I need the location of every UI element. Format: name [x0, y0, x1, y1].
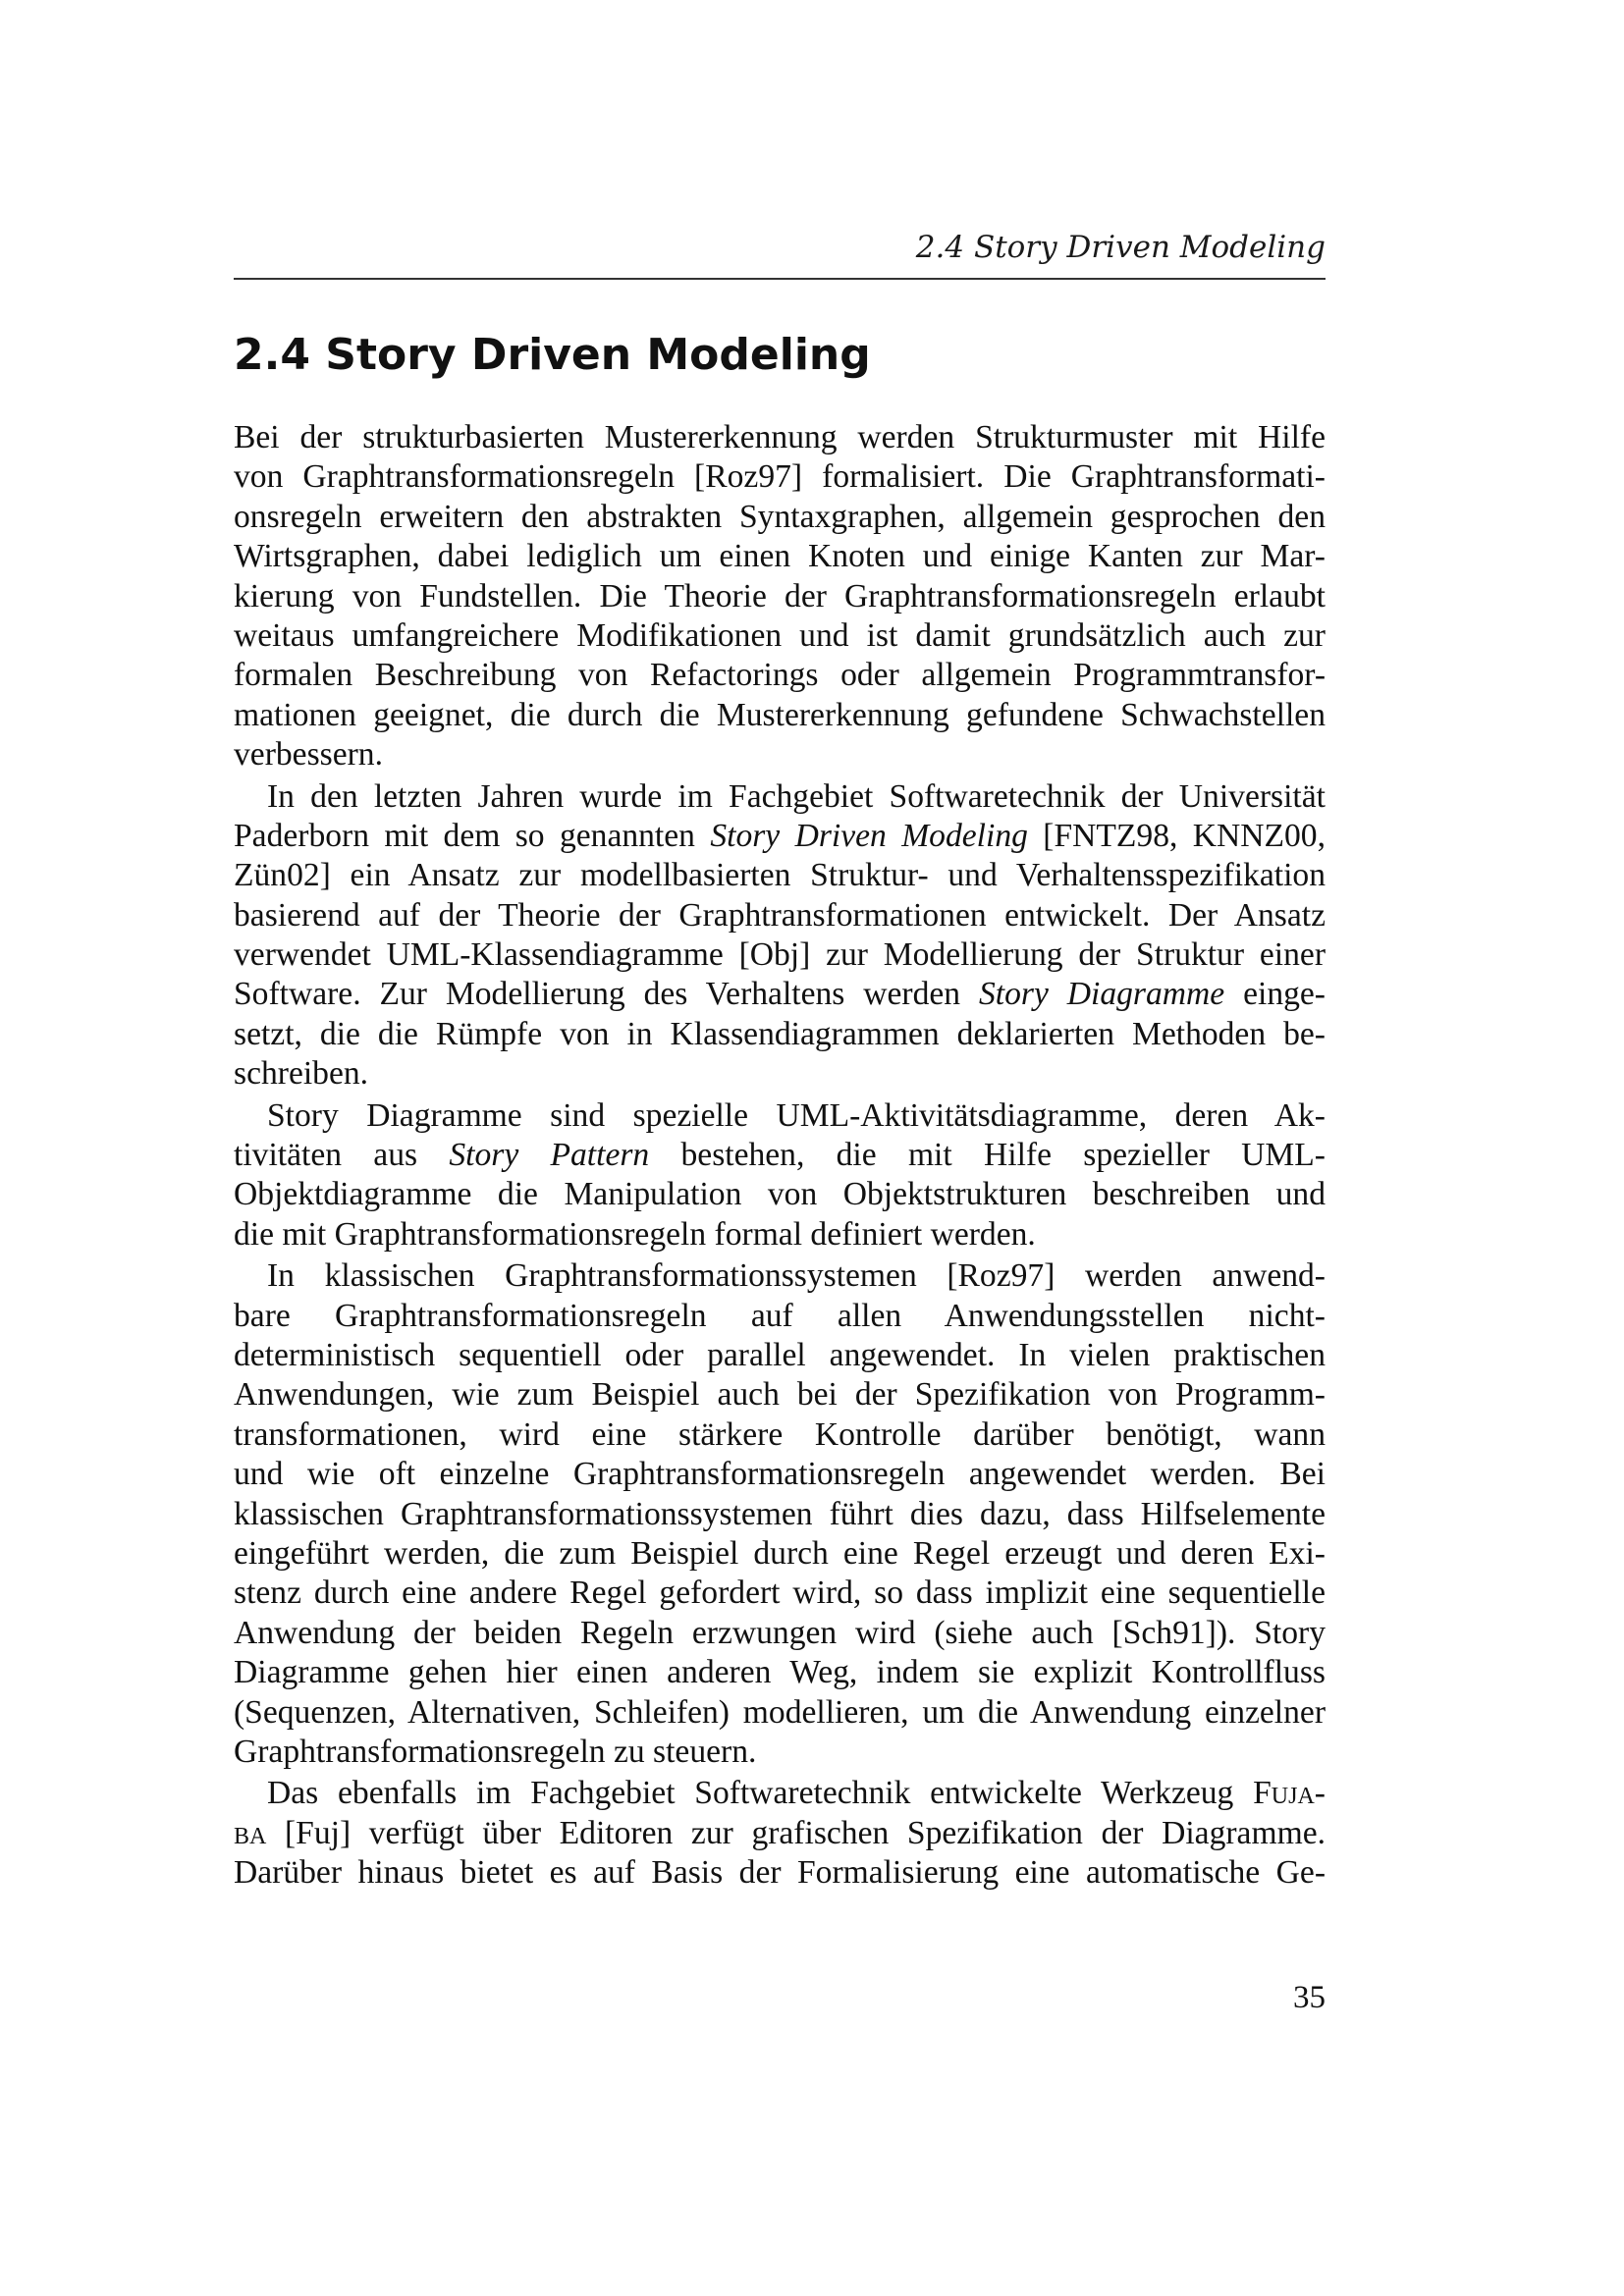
- tool-name: Fuja-: [1253, 1775, 1326, 1812]
- text-line: kierung von Fundstellen. Die Theorie der Graphtransformationsregeln erlaubt: [234, 577, 1326, 614]
- body-text: [234, 418, 1326, 1893]
- running-header: 2.4 Story Driven Modeling: [915, 230, 1326, 265]
- text-line: setzt, die die Rümpfe von in Klassendiagrammen deklarierten Methoden be-: [234, 1015, 1326, 1052]
- text-line: basierend auf der Theorie der Graphtransformationen entwickelt. Der Ansatz: [234, 896, 1326, 934]
- text-line: Das ebenfalls im Fachgebiet Softwaretechnik entwickelte Werkzeug Fuja-: [267, 1775, 1326, 1812]
- text-line: Graphtransformationsregeln zu steuern.: [234, 1733, 757, 1770]
- text-line: deterministisch sequentiell oder parallel angewendet. In vielen praktischen: [234, 1336, 1326, 1373]
- text-line: die mit Graphtransformationsregeln formal definiert werden.: [234, 1215, 1036, 1253]
- text-line: Zün02] ein Ansatz zur modellbasierten Struktur- und Verhaltensspezifikation: [234, 857, 1326, 894]
- text-line: ba [Fuj] verfügt über Editoren zur grafischen Spezifikation der Diagramme.: [234, 1814, 1326, 1851]
- text-line: tivitäten aus Story Pattern bestehen, die mit Hilfe spezieller UML-: [234, 1137, 1326, 1174]
- text-line: Story Diagramme sind spezielle UML-Aktivitätsdiagramme, deren Ak-: [267, 1096, 1326, 1134]
- text-line: onsregeln erweitern den abstrakten Syntaxgraphen, allgemein gesprochen den: [234, 498, 1326, 535]
- text-line: Anwendungen, wie zum Beispiel auch bei der Spezifikation von Programm-: [234, 1376, 1326, 1414]
- text-line: verbessern.: [234, 736, 383, 774]
- text-line: mationen geeignet, die durch die Mustererkennung gefundene Schwachstellen: [234, 696, 1326, 733]
- text-line: Darüber hinaus bietet es auf Basis der Formalisierung eine automatische Ge-: [234, 1854, 1326, 1892]
- text-line: Anwendung der beiden Regeln erzwungen wird (siehe auch [Sch91]). Story: [234, 1614, 1326, 1651]
- emphasis-term: Story Driven Modeling: [710, 817, 1028, 854]
- page-number: 35: [1293, 1980, 1326, 2015]
- paragraph-5: [234, 1774, 1326, 1893]
- text-line: In klassischen Graphtransformationssystemen [Roz97] werden anwend-: [267, 1257, 1326, 1295]
- text-line: bare Graphtransformationsregeln auf allen Anwendungsstellen nicht-: [234, 1297, 1326, 1334]
- text-line: weitaus umfangreichere Modifikationen und ist damit grundsätzlich auch zur: [234, 616, 1326, 654]
- text-line: (Sequenzen, Alternativen, Schleifen) modellieren, um die Anwendung einzelner: [234, 1693, 1326, 1731]
- text-line: Paderborn mit dem so genannten Story Driven Modeling [FNTZ98, KNNZ00,: [234, 817, 1326, 854]
- paragraph-1: [234, 418, 1326, 775]
- text-line: In den letzten Jahren wurde im Fachgebiet Softwaretechnik der Universität: [267, 777, 1326, 815]
- text-line: stenz durch eine andere Regel gefordert wird, so dass implizit eine sequentielle: [234, 1575, 1326, 1612]
- paragraph-3: [234, 1096, 1326, 1255]
- text-line: Diagramme gehen hier einen anderen Weg, indem sie explizit Kontrollfluss: [234, 1654, 1326, 1691]
- text-line: Bei der strukturbasierten Mustererkennung werden Strukturmuster mit Hilfe: [234, 419, 1326, 455]
- emphasis-term: Story Diagramme: [978, 976, 1225, 1013]
- text-line: und wie oft einzelne Graphtransformationsregeln angewendet werden. Bei: [234, 1456, 1326, 1493]
- text-line: formalen Beschreibung von Refactorings oder allgemein Programmtransfor-: [234, 657, 1326, 694]
- text-line: von Graphtransformationsregeln [Roz97] formalisiert. Die Graphtransformati-: [234, 458, 1326, 496]
- paragraph-4: [234, 1256, 1326, 1772]
- section-heading: 2.4 Story Driven Modeling: [234, 330, 871, 380]
- text-line: eingeführt werden, die zum Beispiel durch eine Regel erzeugt und deren Exi-: [234, 1534, 1326, 1572]
- paragraph-2: [234, 777, 1326, 1095]
- header-rule: [234, 278, 1326, 280]
- text-line: verwendet UML-Klassendiagramme [Obj] zur Modellierung der Struktur einer: [234, 936, 1326, 974]
- text-line: Wirtsgraphen, dabei lediglich um einen Knoten und einige Kanten zur Mar-: [234, 538, 1326, 575]
- text-line: Objektdiagramme die Manipulation von Objektstrukturen beschreiben und: [234, 1176, 1326, 1213]
- emphasis-term: Story Pattern: [449, 1137, 650, 1174]
- text-line: Software. Zur Modellierung des Verhaltens werden Story Diagramme einge-: [234, 976, 1326, 1013]
- tool-name: ba: [234, 1814, 267, 1851]
- text-line: klassischen Graphtransformationssystemen führt dies dazu, dass Hilfselemente: [234, 1495, 1326, 1532]
- text-line: schreiben.: [234, 1055, 369, 1093]
- text-line: transformationen, wird eine stärkere Kontrolle darüber benötigt, wann: [234, 1415, 1326, 1453]
